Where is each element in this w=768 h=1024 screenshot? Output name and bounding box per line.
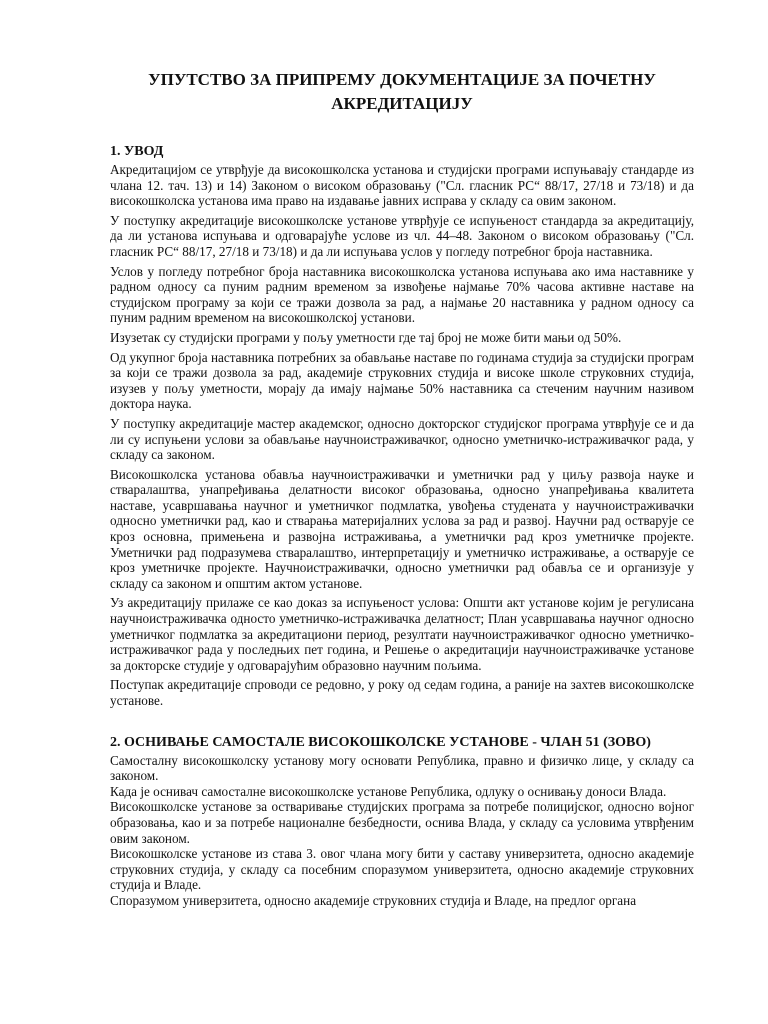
paragraph: Када је оснивач самосталне високошколске установе Република, одлуку о оснивању доноси Влада.	[110, 783, 667, 799]
paragraph: Поступак акредитације спроводи се редовно, у року од седам година, а раније на захтев високошколске установе.	[110, 677, 694, 708]
document-title	[110, 70, 694, 114]
paragraph: У поступку акредитације мастер академског, односно докторског студијског програма утврђује се и да ли су испуњени услови за обављање научноистраживачког, односно уметничко-истраживачког рада, у складу са законом.	[110, 415, 694, 463]
paragraph: Акредитацијом се утврђује да високошколска установа и студијски програми испуњавају стандарде из члана 12. тач. 13) и 14) Законом о високом образовању ("Сл. гласник РС“ 88/17, 27/18 и 73/18) и да високошколска установа има право на издавање јавних исправа у складу са овим законом.	[110, 162, 694, 209]
paragraph: Изузетак су студијски програми у пољу уметности где тај број не може бити мањи од 50%.	[110, 329, 622, 345]
paragraph: Високошколске установе из става 3. овог члана могу бити у саставу универзитета, односно академије струковних студија, у складу са посебним споразумом универзитета, односно академије струковних студија и Владе.	[110, 846, 694, 893]
paragraph: Споразумом универзитета, односно академије струковних студија и Владе, на предлог органа	[110, 892, 637, 908]
paragraph: Уз акредитацију прилаже се као доказ за испуњеност услова: Општи акт установе којим је регулисана научноистраживачка односто уметничко-истраживачка делатност; План усавршавања научног односно уметничког подмлатка за акредитациони период, резултати научноистраживачког односно уметничко-истраживачког рада у последњих пет година, и Решење о акредитацији научноистраживачке установе за докторске студије у одговарајућим образовно научним пољима.	[110, 595, 694, 673]
title-line-1: УПУТСТВО ЗА ПРИПРЕМУ ДОКУМЕНТАЦИЈЕ ЗА ПОЧЕТНУ	[148, 70, 656, 89]
paragraph: Услов у погледу потребног броја наставника високошколска установа испуњава ако има наставнике у радном односу са пуним радним временом за извођење најмање 70% часова активне наставе на студијском програму за који се тражи дозвола за рад, а најмање 20 наставника у радном односу са пуним радним временом на високошколској установи.	[110, 263, 694, 326]
paragraph: У поступку акредитације високошколске установе утврђује се испуњеност стандарда за акредитацију, да ли установа испуњава и одговарајуће услове из чл. 44–48. Законом о високом образовању ("Сл. гласник РС“ 88/17, 27/18 и 73/18) и да ли испуњава услов у погледу потребног броја наставника.	[110, 212, 694, 259]
section-heading: 2. ОСНИВАЊЕ САМОСТАЛЕ ВИСОКОШКОЛСКЕ УСТАНОВЕ - ЧЛАН 51 (ЗОВО)	[110, 734, 651, 750]
paragraph: Од укупног броја наставника потребних за обављање наставе по годинама студија за студијски програм за који се тражи дозвола за рад, академије струковних студија и високе школе струковних студија, изузев у пољу уметности, морају да имају најмање 50% наставника са стеченим научним називом доктора наука.	[110, 349, 694, 412]
paragraph: Самосталну високошколску установу могу основати Република, правно и физичко лице, у складу са законом.	[110, 752, 694, 784]
paragraph: Високошколска установа обавља научноистраживачки и уметнички рад у циљу развоја науке и стваралаштва, унапређивања делатности високог образовања, односно унапређивања квалитета наставе, усавршавања научног и уметничког подмлатка, увођења студената у научноистраживачки односно уметнички рад, као и стварања материјалних услова за рад и развој. Научни рад остварује се кроз основна, примењена и развојна истраживања, а уметнички рад кроз уметничке пројекте. Уметнички рад подразумева стваралаштво, интерпретацију и уметничко истраживање, а остварује се кроз уметничке пројекте. Научноистраживачки, односно уметнички рад обавља се и организује у складу са законом и општим актом установе.	[110, 466, 694, 591]
section-introduction	[110, 144, 694, 709]
section-founding	[110, 735, 694, 909]
title-line-2: АКРЕДИТАЦИЈУ	[331, 94, 473, 113]
section-heading: 1. УВОД	[110, 144, 164, 159]
paragraph: Високошколске установе за остваривање студијских програма за потребе полицијског, односно војног образовања, као и за потребе националне безбедности, оснива Влада, у складу са условима утврђеним овим законом.	[110, 799, 694, 846]
